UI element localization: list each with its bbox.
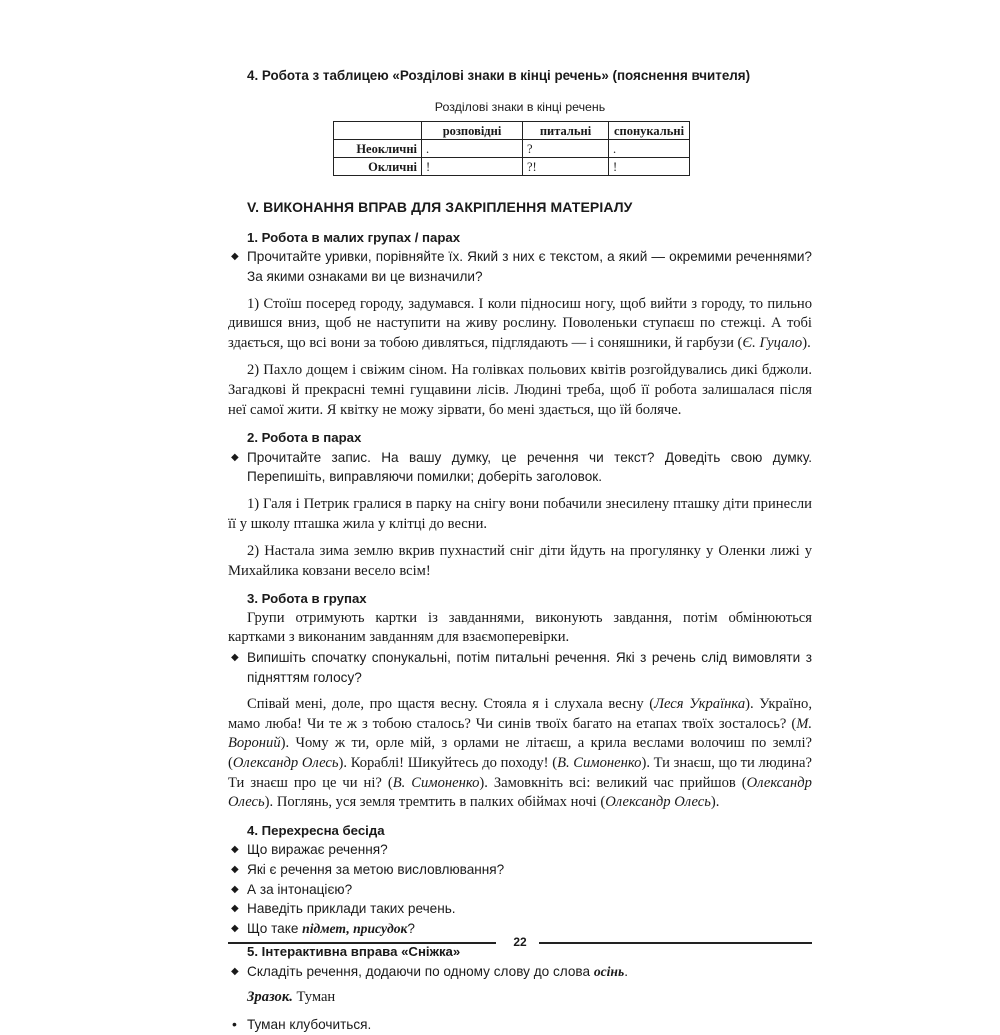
- exercise-5-task: [228, 962, 812, 982]
- exercise-4-heading: 4. Перехресна бесіда: [247, 822, 385, 838]
- table-header-row: [334, 122, 690, 140]
- table-cell: !: [422, 158, 523, 176]
- quote-text: ). Чому ж ти, орле мій, з орлами не літаєш, а крила веслами волочиш по землі? (: [228, 735, 812, 772]
- table-cell: ?!: [523, 158, 609, 176]
- exercise-1-paragraph-2: 2) Пахло дощем і свіжим сіном. На голівках польових квітів розгойдувались дикі бджоли. Загадкові й прекрасні темні гущавини лісів. Людині треба, щоб її робота залишалася після неї самої жити. Я квітку не можу зірвати, бо мені здається, що їй боляче.: [228, 362, 812, 418]
- task-text: .: [624, 963, 628, 979]
- author-name: Олександр Олесь: [605, 794, 711, 811]
- quote-text: ). Замовкніть всі: великий час прийшов (: [479, 774, 747, 791]
- col-header: питальні: [523, 122, 609, 140]
- page-footer: [228, 934, 812, 950]
- table-cell: !: [609, 158, 690, 176]
- punctuation-table: [333, 121, 690, 176]
- question-item: ◆ Наведіть приклади таких речень.: [228, 899, 812, 919]
- section-4-heading: 4. Робота з таблицею «Розділові знаки в кінці речень» (пояснення вчителя): [247, 68, 751, 83]
- exercise-1-paragraph-1: [228, 295, 812, 354]
- author-name: В. Симоненко: [557, 755, 642, 772]
- question-item: ◆ Які є речення за метою висловлювання?: [228, 860, 812, 880]
- footer-rule-right: [539, 942, 812, 944]
- question-item: ◆ Що виражає речення?: [228, 840, 812, 860]
- row-header: Неокличні: [334, 140, 422, 158]
- table-cell: ?: [523, 140, 609, 158]
- exercise-5-heading: 5. Інтерактивна вправа «Сніжка»: [247, 944, 461, 960]
- quote-text: ). Ти знаєш, що ти людина? Ти знаєш про це чи ні? (: [228, 755, 812, 791]
- question-text: ?: [407, 920, 415, 936]
- exercise-5-sample: [228, 988, 812, 1008]
- author-name: Олександр Олесь: [232, 755, 339, 772]
- separator: ,: [346, 920, 354, 936]
- table-corner-cell: [334, 122, 422, 140]
- author-name: М. Вороний: [228, 715, 812, 752]
- table-cell: .: [609, 140, 690, 158]
- term: присудок: [353, 920, 408, 936]
- col-header: спонукальні: [609, 122, 690, 140]
- quote-text: ).: [710, 794, 720, 811]
- table-row: [334, 158, 690, 176]
- paragraph-text: ).: [802, 334, 811, 351]
- quote-text: ). Україно, мамо люба! Чи те ж з тобою сталось? Чи синів твоїх багато на етапах твоїх зосталось? (: [228, 696, 812, 732]
- author-name: В. Симоненко: [392, 774, 480, 791]
- task-text: Складіть речення, додаючи по одному слову до слова: [247, 963, 594, 979]
- sample-word: Туман: [292, 988, 336, 1005]
- exercise-5-answer: • Туман клубочиться.: [228, 1015, 812, 1035]
- exercise-2-task: ◆ Прочитайте запис. На вашу думку, це речення чи текст? Доведіть свою думку. Перепишіть, виправляючи помилки; доберіть заголовок.: [228, 448, 812, 487]
- term: осінь: [593, 963, 625, 979]
- exercise-1-task: ◆ Прочитайте уривки, порівняйте їх. Який з них є текстом, а який — окремими реченнями? За якими ознаками ви це визначили?: [228, 247, 812, 286]
- table-row: [334, 140, 690, 158]
- exercise-2-paragraph-2: 2) Настала зима землю вкрив пухнастий сніг діти йдуть на прогулянку у Оленки лижі у Михайлика ковзани весело всім!: [228, 543, 812, 579]
- term: підмет: [302, 920, 347, 936]
- exercise-2-heading: 2. Робота в парах: [247, 430, 362, 446]
- quote-text: ). Поглянь, уся земля тремтить в палких обіймах ночі (: [264, 794, 606, 811]
- question-text: Що таке: [247, 920, 303, 936]
- quote-text: Співай мені, доле, про щастя весну. Стояла я і слухала весну (: [247, 696, 655, 713]
- exercise-2-paragraph-1: 1) Галя і Петрик гралися в парку на снігу вони побачили знесилену пташку діти принесли її у школу пташка жила у клітці до весни.: [228, 495, 812, 532]
- exercise-3-quotes: [228, 695, 812, 813]
- section-5-heading: V. ВИКОНАННЯ ВПРАВ ДЛЯ ЗАКРІПЛЕННЯ МАТЕРІАЛУ: [247, 199, 633, 216]
- exercise-3-task: ◆ Випишіть спочатку спонукальні, потім питальні речення. Які з речень слід вимовляти з підняттям голосу?: [228, 648, 812, 687]
- author-name: Є. Гуцало: [742, 334, 803, 351]
- row-header: Окличні: [334, 158, 422, 176]
- quote-text: ). Кораблі! Шикуйтесь до походу! (: [338, 755, 558, 772]
- paragraph-text: 1) Стоїш посеред городу, задумався. І коли підносиш ногу, щоб вийти з городу, то пильно дивишся вниз, щоб не наступити на живу рослину. Поволеньки ступаєш по стежці. А тобі здається, що всі вони за тобою дивляться, підглядають — і соняшники, й гарбузи (: [228, 295, 812, 351]
- table-cell: .: [422, 140, 523, 158]
- page-content: [228, 66, 812, 1035]
- author-name: Леся Українка: [654, 696, 746, 713]
- table-title: Розділові знаки в кінці речень: [434, 99, 606, 114]
- sample-label: Зразок.: [247, 988, 293, 1005]
- exercise-1-heading: 1. Робота в малих групах / парах: [247, 229, 461, 245]
- page-number: 22: [513, 935, 527, 949]
- col-header: розповідні: [422, 122, 523, 140]
- question-item: ◆ А за інтонацією?: [228, 880, 812, 900]
- exercise-3-intro: Групи отримують картки із завданнями, виконують завдання, потім обмінюються картками з виконаним завданням для взаємоперевірки.: [228, 609, 812, 646]
- exercise-3-heading: 3. Робота в групах: [247, 591, 367, 607]
- author-name: Олександр Олесь: [228, 774, 812, 811]
